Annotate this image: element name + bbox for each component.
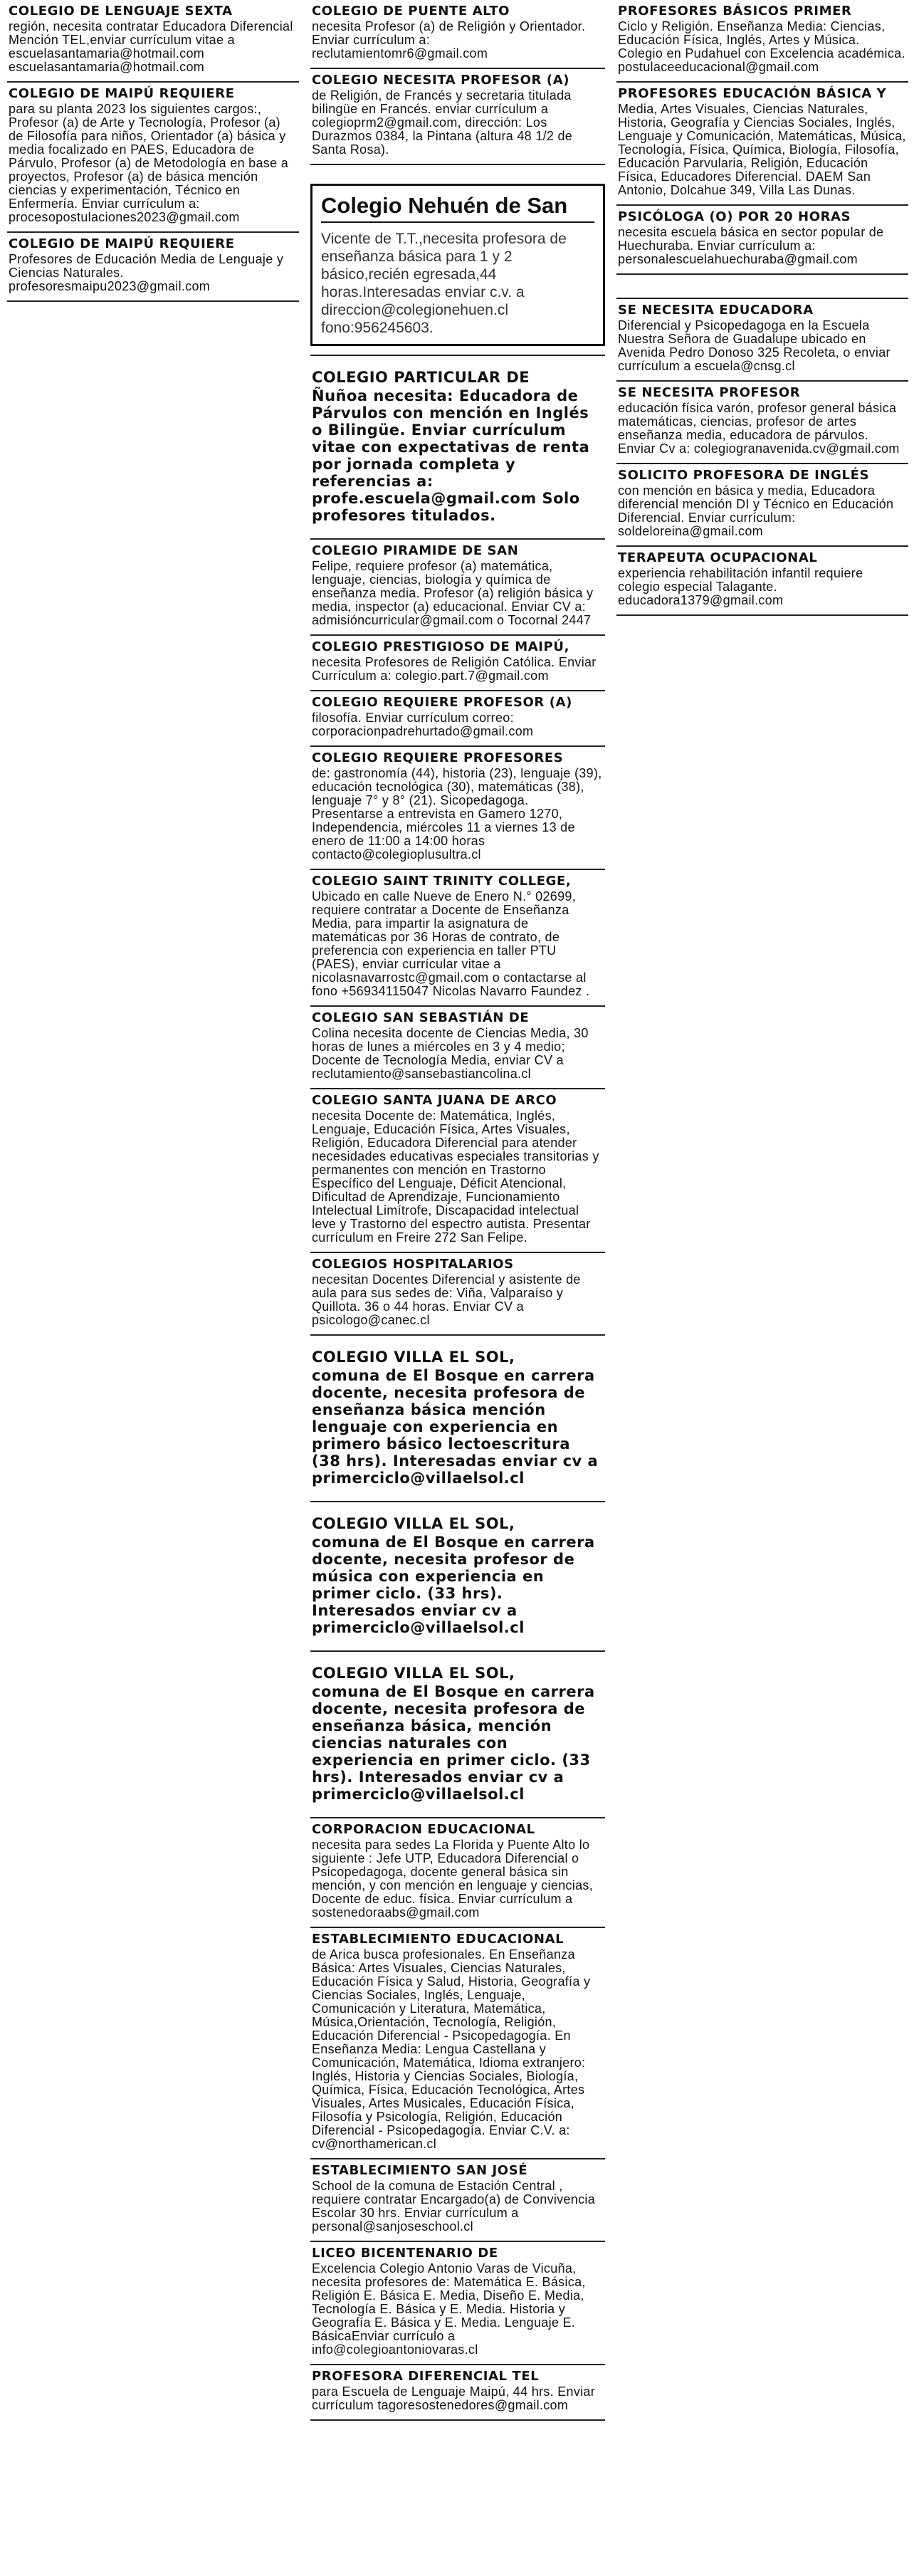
- ad-body: necesita escuela básica en sector popular de Huechuraba. Enviar currículum a: personalescuelahuechuraba@gmail.com: [618, 225, 888, 266]
- classified-ad: [310, 1336, 605, 1502]
- ad-body: necesitan Docentes Diferencial y asistente de aula para sus sedes de: Viña, Valparaíso y Quillota. 36 o 44 horas. Enviar CV a psicologo@canec.cl: [312, 1272, 585, 1327]
- ad-title: COLEGIO PARTICULAR DE: [312, 369, 530, 386]
- boxed-ad-title: Colegio Nehuén de San: [321, 193, 594, 223]
- ad-title: SE NECESITA EDUCADORA: [618, 303, 814, 318]
- classified-ad: [310, 356, 605, 540]
- classified-ad: [616, 382, 908, 464]
- ad-body: Ciclo y Religión. Enseñanza Media: Ciencias, Educación Física, Inglés, Artes y Música. Colegio en Pudahuel con Excelencia académica. postulaceeducacional@gmail.com: [618, 19, 910, 74]
- ad-body: de: gastronomía (44), historia (23), lenguaje (39), educación tecnológica (30), matemáticas (38), lenguaje 7° y 8° (21). Sicopedagoga. Presentarse a entrevista en Gamero 1270, Independencia, miércoles 11 a viernes 13 de enero de 11:00 a 14:00 horas contacto@colegioplusultra.cl: [312, 766, 606, 862]
- classified-ad: [7, 233, 299, 302]
- classified-ad: [310, 1818, 605, 1928]
- ad-body: educación física varón, profesor general básica matemáticas, ciencias, profesor de artes enseñanza media, educadora de párvulos. Enviar Cv a: colegiogranavenida.cv@gmail.com: [618, 401, 900, 456]
- ad-body: de Religión, de Francés y secretaria titulada bilingüe en Francés. enviar currículum a colegioprm2@gmail.com, dirección: Los Durazmos 0384, la Pintana (altura 48 1/2 de Santa Rosa).: [312, 88, 577, 157]
- ad-title: COLEGIO DE MAIPÚ REQUIERE: [9, 86, 235, 101]
- classified-ad: [310, 2242, 605, 2365]
- classified-ad: [310, 0, 605, 69]
- classified-ad: [310, 691, 605, 747]
- column-2: [310, 0, 605, 2421]
- ad-body: comuna de El Bosque en carrera docente, necesita profesora de enseñanza básica mención lenguaje con experiencia en primero básico lectoescritura (38 hrs). Interesadas enviar cv a primerciclo@villaelsol.cl: [312, 1367, 604, 1487]
- ad-body: necesita para sedes La Florida y Puente Alto lo siguiente : Jefe UTP, Educadora Diferencial o Psicopedagoga, docente general básica sin mención, y con mención en lenguaje y ciencias, Docente de educ. física. Enviar currículum a sostenedoraabs@gmail.com: [312, 1838, 597, 1920]
- column-2-ads: [310, 356, 605, 2421]
- ad-body: región, necesita contratar Educadora Diferencial Mención TEL,enviar currículum vitae a escuelasantamaria@hotmail.com escuelasantamaria@hotmail.com: [9, 19, 297, 74]
- ad-body: experiencia rehabilitación infantil requiere colegio especial Talagante. educadora1379@gmail.com: [618, 566, 867, 607]
- ad-body: Colina necesita docente de Ciencias Media, 30 horas de lunes a miércoles en 3 y 4 medio; Docente de Tecnología Media, enviar CV a reclutamiento@sansebastiancolina.cl: [312, 1026, 593, 1081]
- ad-title: COLEGIO PRESTIGIOSO DE MAIPÚ,: [312, 639, 570, 654]
- ad-title: COLEGIO VILLA EL SOL,: [312, 1515, 515, 1532]
- classified-ad: [616, 299, 908, 382]
- ad-title: SOLICITO PROFESORA DE INGLÉS: [618, 468, 870, 483]
- ad-body: con mención en básica y media, Educadora diferencial mención DI y Técnico en Educación Diferencial. Enviar currículum: soldeloreina@gmail.com: [618, 483, 898, 538]
- classified-ad: [310, 636, 605, 691]
- column-gap: [616, 275, 908, 295]
- ad-body: filosofía. Enviar currículum correo: corporacionpadrehurtado@gmail.com: [312, 711, 534, 738]
- boxed-ad: [310, 184, 605, 346]
- classified-ad: [616, 464, 908, 547]
- classified-ad: [616, 0, 908, 83]
- classified-ad: [616, 206, 908, 275]
- classified-ad: [310, 1007, 605, 1089]
- ad-title: TERAPEUTA OCUPACIONAL: [618, 550, 818, 565]
- ad-body: School de la comuna de Estación Central , requiere contratar Encargado(a) de Convivencia Escolar 30 hrs. Enviar currículum a personal@sanjoseschool.cl: [312, 2179, 599, 2234]
- ad-body: Felipe, requiere profesor (a) matemática, lenguaje, ciencias, biología y química de enseñanza media. Profesor (a) religión básica y media, inspector (a) educacional. Enviar CV a: admisióncurricular@gmail.com o Tocornal 2447: [312, 559, 597, 627]
- classified-ad: [7, 83, 299, 233]
- ad-title: COLEGIO SAN SEBASTIÁN DE: [312, 1010, 530, 1025]
- column-2-top-ads: [310, 0, 605, 165]
- ad-body: necesita Profesor (a) de Religión y Orientador. Enviar currículum a: reclutamientomr6@gmail.com: [312, 19, 589, 61]
- ad-body: comuna de El Bosque en carrera docente, necesita profesora de enseñanza básica, mención ciencias naturales con experiencia en primer ciclo. (33 hrs). Interesados enviar cv a primerciclo@villaelsol.cl: [312, 1683, 601, 1803]
- ad-title: COLEGIO PIRAMIDE DE SAN: [312, 543, 519, 558]
- classified-ad: [310, 747, 605, 870]
- classified-ad: [310, 1253, 605, 1336]
- ad-title: COLEGIO DE LENGUAJE SEXTA: [9, 4, 233, 19]
- ad-title: ESTABLECIMIENTO EDUCACIONAL: [312, 1932, 564, 1947]
- classified-ad: [616, 83, 908, 206]
- classified-ad: [310, 2159, 605, 2242]
- ad-title: PROFESORES BÁSICOS PRIMER: [618, 4, 852, 19]
- ad-title: LICEO BICENTENARIO DE: [312, 2246, 498, 2261]
- ad-body: comuna de El Bosque en carrera docente, necesita profesor de música con experiencia en primer ciclo. (33 hrs). Interesados enviar cv a primerciclo@villaelsol.cl: [312, 1534, 601, 1636]
- column-3-top-ads: [616, 0, 908, 275]
- ad-body: Ñuñoa necesita: Educadora de Párvulos con mención en Inglés o Bilingüe. Enviar currículum vitae con expectativas de renta por jornada completa y referencias a: profe.escuela@gmail.com Solo profesores titulados.: [312, 387, 596, 524]
- ad-title: PSICÓLOGA (O) POR 20 HORAS: [618, 209, 851, 224]
- column-3-ads: [616, 299, 908, 616]
- classified-ad: [310, 1502, 605, 1652]
- ad-title: COLEGIO REQUIERE PROFESORES: [312, 750, 564, 765]
- ad-title: COLEGIO VILLA EL SOL,: [312, 1349, 515, 1366]
- ad-body: para Escuela de Lenguaje Maipú, 44 hrs. Enviar currículum tagoresostenedores@gmail.com: [312, 2384, 599, 2412]
- ad-title: COLEGIO VILLA EL SOL,: [312, 1665, 515, 1682]
- ad-body: para su planta 2023 los siguientes cargos:, Profesor (a) de Arte y Tecnología, Profesor (a) de Filosofía para niños, Orientador (a) básica y media focalizado en PAES, Educadora de Párvulo, Profesor (a) de Metodología en base a proyectos, Profesor (a) de básica mención ciencias y experimentación, Técnico en Enfermería. Enviar currículum a: procesopostulaciones2023@gmail.com: [9, 102, 293, 224]
- ad-body: Profesores de Educación Media de Lenguaje y Ciencias Naturales. profesoresmaipu2023@gmail.com: [9, 252, 288, 293]
- ad-title: COLEGIOS HOSPITALARIOS: [312, 1257, 514, 1272]
- ad-title: COLEGIO DE MAIPÚ REQUIERE: [9, 236, 235, 251]
- ad-body: Diferencial y Psicopedagoga en la Escuela Nuestra Señora de Guadalupe ubicado en Avenida Pedro Donoso 325 Recoleta, o enviar currículum a escuela@cnsg.cl: [618, 318, 895, 373]
- ad-title: COLEGIO SAINT TRINITY COLLEGE,: [312, 874, 572, 889]
- classified-ad: [310, 1652, 605, 1818]
- classified-ad: [310, 1089, 605, 1253]
- classified-ad: [310, 870, 605, 1007]
- ad-body: de Arica busca profesionales. En Enseñanza Básica: Artes Visuales, Ciencias Naturales, Educación Física y Salud, Historia, Geografía y Ciencias Sociales, Inglés, Lenguaje, Comunicación y Literatura, Matemática, Música,Orientación, Tecnología, Religión, Educación Diferencial - Psicopedagogía. En Enseñanza Media: Lengua Castellana y Comunicación, Matemática, Idioma extranjero: Inglés, Historia y Ciencias Sociales, Biología, Química, Física, Educación Tecnológica, Artes Visuales, Artes Musicales, Educación Física, Filosofía y Psicología, Religión, Educación Diferencial - Psicopedagogía. Enviar C.V. a: cv@northamerican.cl: [312, 1947, 594, 2151]
- column-3: [616, 0, 908, 616]
- classified-ad: [7, 0, 299, 83]
- classified-ad: [616, 547, 908, 616]
- classified-ad: [310, 1928, 605, 2159]
- ad-title: COLEGIO REQUIERE PROFESOR (A): [312, 695, 572, 710]
- ad-body: necesita Profesores de Religión Católica. Enviar Currículum a: colegio.part.7@gmail.com: [312, 655, 600, 683]
- ad-body: Media, Artes Visuales, Ciencias Naturales, Historia, Geografía y Ciencias Sociales, Inglés, Lenguaje y Comunicación, Matemáticas, Música, Tecnología, Física, Química, Biología, Filosofía, Educación Parvularia, Religión, Educación Física, Educadores Diferencial. DAEM San Antonio, Dolcahue 349, Villa Las Dunas.: [618, 102, 910, 197]
- ad-body: Excelencia Colegio Antonio Varas de Vicuña, necesita profesores de: Matemática E. Básica, Religión E. Básica E. Media, Diseño E. Media, Tecnología E. Básica y E. Media. Historia y Geografía E. Básica y E. Media. Lenguaje E. BásicaEnviar currículo a info@colegioantoniovaras.cl: [312, 2261, 589, 2357]
- ad-title: PROFESORA DIFERENCIAL TEL: [312, 2369, 540, 2384]
- column-1: [7, 0, 299, 302]
- ad-body: Ubicado en calle Nueve de Enero N.° 02699, requiere contratar a Docente de Enseñanza Media, para impartir la asignatura de matemáticas por 36 Horas de contrato, de preferencia con experiencia en taller PTU (PAES), enviar currícular vitae a nicolasnavarrostc@gmail.com o contactarse al fono +56934115047 Nicolas Navarro Faundez .: [312, 889, 590, 998]
- ad-title: ESTABLECIMIENTO SAN JOSÉ: [312, 2163, 528, 2178]
- classified-ad: [310, 2365, 605, 2421]
- classified-ad: [310, 69, 605, 165]
- classified-ad: [310, 540, 605, 636]
- ad-title: PROFESORES EDUCACIÓN BÁSICA Y: [618, 86, 887, 101]
- ad-title: CORPORACION EDUCACIONAL: [312, 1822, 535, 1837]
- boxed-ad-body: Vicente de T.T.,necesita profesora de enseñanza básica para 1 y 2 básico,recién egresada,44 horas.Interesadas enviar c.v. a direccion@colegionehuen.cl fono:956245603.: [321, 231, 571, 336]
- ad-title: SE NECESITA PROFESOR: [618, 385, 801, 400]
- ad-title: COLEGIO NECESITA PROFESOR (A): [312, 73, 570, 88]
- ad-title: COLEGIO SANTA JUANA DE ARCO: [312, 1093, 557, 1108]
- ad-title: COLEGIO DE PUENTE ALTO: [312, 4, 510, 19]
- ad-body: necesita Docente de: Matemática, Inglés, Lenguaje, Educación Física, Artes Visuales, Religión, Educadora Diferencial para atender necesidades educativas especiales transitorias y permanentes con mención en Trastorno Específico del Lenguaje, Déficit Atencional, Dificultad de Aprendizaje, Funcionamiento Intelectual Limítrofe, Discapacidad intelectual leve y Trastorno del espectro autista. Presentar currículum en Freire 272 San Felipe.: [312, 1109, 603, 1245]
